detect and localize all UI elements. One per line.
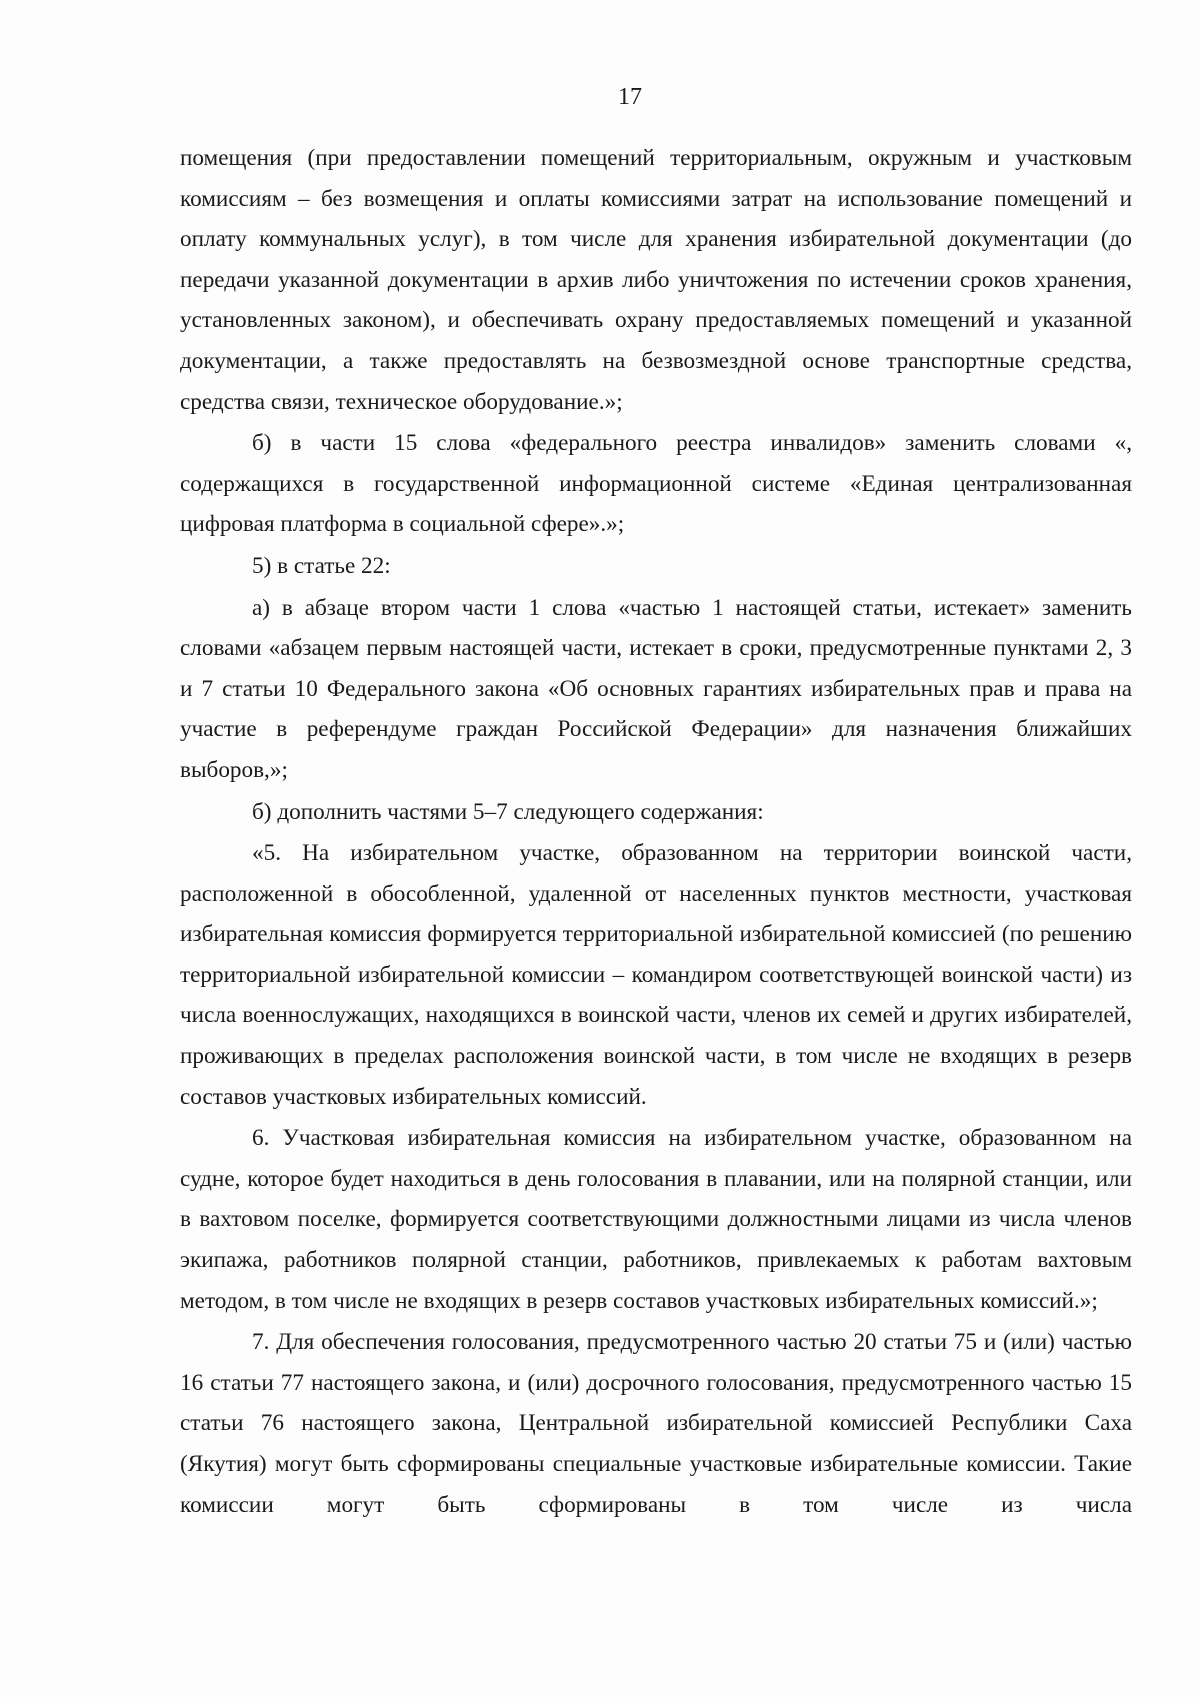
paragraph-part-7: 7. Для обеспечения голосования, предусмотренного частью 20 статьи 75 и (или) частью 16 статьи 77 настоящего закона, и (или) досрочного голосования, предусмотренного частью 15 статьи 76 настоящего закона, Центральной избирательной комиссией Республики Саха (Якутия) могут быть сформированы специальные участковые избирательные комиссии. Такие комиссии могут быть сформированы в том числе из числа	[180, 1329, 1132, 1518]
paragraph-part-6: 6. Участковая избирательная комиссия на избирательном участке, образованном на судне, которое будет находиться в день голосования в плавании, или на полярной станции, или в вахтовом поселке, формируется соответствующими должностными лицами из числа членов экипажа, работников полярной станции, работников, привлекаемых к работам вахтовым методом, в том числе не входящих в резерв составов участковых избирательных комиссий.»;	[180, 1125, 1132, 1314]
document-body	[180, 138, 1132, 1525]
page-number: 17	[618, 84, 642, 110]
paragraph-continued: помещения (при предоставлении помещений территориальным, окружным и участковым комиссиям – без возмещения и оплаты комиссиями затрат на использование помещений и оплату коммунальных услуг), в том числе для хранения избирательной документации (до передачи указанной документации в архив либо уничтожения по истечении сроков хранения, установленных законом), и обеспечивать охрану предоставляемых помещений и указанной документации, а также предоставлять на безвозмездной основе транспортные средства, средства связи, техническое оборудование.»;	[180, 145, 1132, 415]
paragraph-part-5: «5. На избирательном участке, образованном на территории воинской части, расположенной в обособленной, удаленной от населенных пунктов местности, участковая избирательная комиссия формируется территориальной избирательной комиссией (по решению территориальной избирательной комиссии – командиром соответствующей воинской части) из числа военнослужащих, находящихся в воинской части, членов их семей и других избирателей, проживающих в пределах расположения воинской части, в том числе не входящих в резерв составов участковых избирательных комиссий.	[180, 840, 1132, 1110]
paragraph-article-22-heading: 5) в статье 22:	[252, 552, 391, 579]
paragraph-part-15-amendment: б) в части 15 слова «федерального реестра инвалидов» заменить словами «, содержащихся в государственной информационной системе «Единая централизованная цифровая платформа в социальной сфере».»;	[180, 430, 1132, 538]
paragraph-article-22-a: а) в абзаце втором части 1 слова «частью 1 настоящей статьи, истекает» заменить словами «абзацем первым настоящей части, истекает в сроки, предусмотренные пунктами 2, 3 и 7 статьи 10 Федерального закона «Об основных гарантиях избирательных прав и права на участие в референдуме граждан Российской Федерации» для назначения ближайших выборов,»;	[180, 594, 1132, 783]
paragraph-article-22-b: б) дополнить частями 5–7 следующего содержания:	[252, 798, 764, 825]
